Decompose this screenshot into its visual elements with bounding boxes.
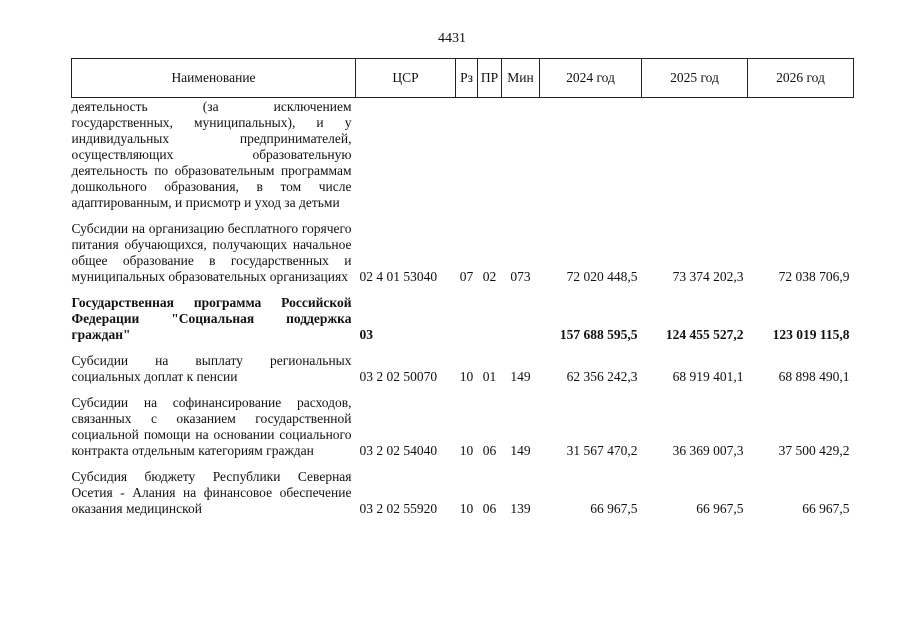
row-min: 149 bbox=[510, 443, 531, 458]
row-name: Субсидии на выплату региональных социальных доплат к пенсии bbox=[71, 353, 352, 384]
row-2024: 66 967,5 bbox=[590, 501, 638, 516]
header-rz: Рз bbox=[456, 59, 478, 98]
table-row bbox=[72, 98, 854, 212]
row-pr bbox=[478, 285, 502, 343]
row-2025: 66 967,5 bbox=[696, 501, 744, 516]
row-rz: 10 bbox=[459, 501, 474, 516]
table-row bbox=[72, 285, 854, 343]
row-min bbox=[502, 285, 540, 343]
header-name: Наименование bbox=[72, 59, 356, 98]
table-header-row bbox=[72, 59, 854, 98]
row-min: 073 bbox=[510, 269, 531, 284]
row-csr: 03 2 02 50070 bbox=[359, 369, 438, 384]
table-row bbox=[72, 459, 854, 517]
row-2026: 123 019 115,8 bbox=[772, 327, 850, 342]
row-2025: 124 455 527,2 bbox=[665, 327, 744, 342]
row-name: Государственная программа Российской Федерации "Социальная поддержка граждан" bbox=[71, 295, 352, 342]
row-2024: 157 688 595,5 bbox=[559, 327, 638, 342]
row-pr: 02 bbox=[482, 269, 497, 284]
row-2026: 66 967,5 bbox=[802, 501, 850, 516]
row-csr: 03 bbox=[359, 327, 373, 342]
header-pr: ПР bbox=[478, 59, 502, 98]
row-rz: 10 bbox=[459, 443, 474, 458]
row-pr: 06 bbox=[482, 501, 497, 516]
header-2024: 2024 год bbox=[540, 59, 642, 98]
row-2024: 31 567 470,2 bbox=[566, 443, 638, 458]
row-name: Субсидия бюджету Республики Северная Осетия - Алания на финансовое обеспечение оказания медицинской bbox=[71, 469, 352, 516]
row-2026: 68 898 490,1 bbox=[778, 369, 850, 384]
row-rz bbox=[456, 285, 478, 343]
row-2026: 37 500 429,2 bbox=[778, 443, 850, 458]
row-csr: 03 2 02 54040 bbox=[359, 443, 438, 458]
row-min bbox=[502, 98, 540, 212]
row-2026: 72 038 706,9 bbox=[778, 269, 850, 284]
row-rz: 10 bbox=[459, 369, 474, 384]
row-2025 bbox=[642, 98, 748, 212]
row-csr bbox=[356, 98, 456, 212]
row-csr: 03 2 02 55920 bbox=[359, 501, 438, 516]
row-2024: 72 020 448,5 bbox=[566, 269, 638, 284]
row-2025: 73 374 202,3 bbox=[672, 269, 744, 284]
header-2026: 2026 год bbox=[748, 59, 854, 98]
row-name: деятельность (за исключением государственных, муниципальных), и у индивидуальных предпринимателей, осуществляющих образовательную деятельность по образовательным программам дошкольного образования, в том числе адаптированным, и присмотр и уход за детьми bbox=[71, 99, 352, 210]
row-2025: 36 369 007,3 bbox=[672, 443, 744, 458]
row-min: 139 bbox=[510, 501, 531, 516]
budget-table bbox=[71, 58, 854, 517]
row-pr: 01 bbox=[482, 369, 497, 384]
row-rz bbox=[456, 98, 478, 212]
table-row bbox=[72, 211, 854, 285]
header-csr: ЦСР bbox=[356, 59, 456, 98]
header-min: Мин bbox=[502, 59, 540, 98]
row-csr: 02 4 01 53040 bbox=[359, 269, 438, 284]
row-pr bbox=[478, 98, 502, 212]
page-number: 4431 bbox=[438, 31, 466, 46]
row-rz: 07 bbox=[459, 269, 474, 284]
row-name: Субсидии на софинансирование расходов, связанных с оказанием государственной социальной помощи на основании социального контракта отдельным категориям граждан bbox=[71, 395, 352, 458]
header-2025: 2025 год bbox=[642, 59, 748, 98]
row-2024: 62 356 242,3 bbox=[566, 369, 638, 384]
row-min: 149 bbox=[510, 369, 531, 384]
row-name: Субсидии на организацию бесплатного горячего питания обучающихся, получающих начальное общее образование в государственных и муниципальных образовательных организациях bbox=[71, 221, 352, 284]
row-2024 bbox=[540, 98, 642, 212]
row-2025: 68 919 401,1 bbox=[672, 369, 744, 384]
row-pr: 06 bbox=[482, 443, 497, 458]
table-row bbox=[72, 385, 854, 459]
row-2026 bbox=[748, 98, 854, 212]
table-row bbox=[72, 343, 854, 385]
